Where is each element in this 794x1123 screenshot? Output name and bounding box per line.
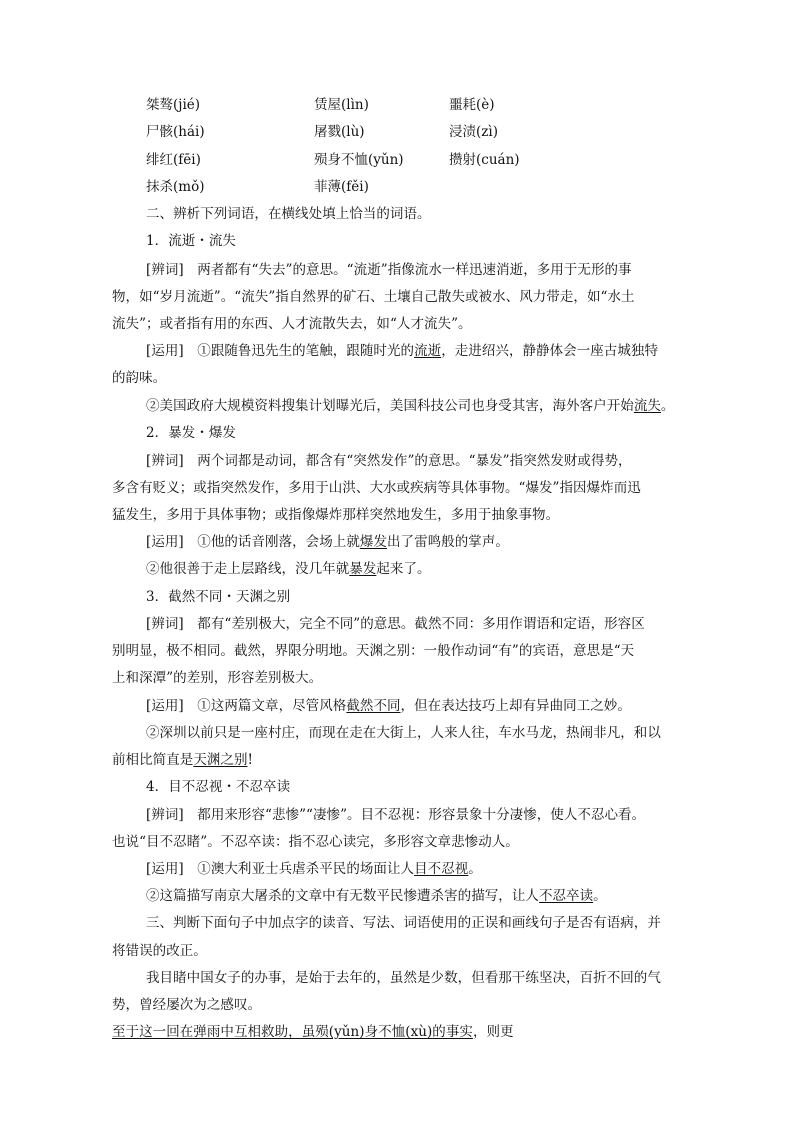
underlined-sentence: 至于这一回在弹雨中互相救助，虽殒(yǔn)身不恤(xù)的事实 [112,1024,473,1040]
passage-text: 势，曾经屡次为之感叹。 [112,997,262,1013]
answer-word: 暴发 [349,561,377,577]
sentence-text: ，但在表达技巧上却有异曲同工之妙。 [400,698,631,714]
section-heading: 三、判断下面句子中加点字的读音、写法、词语使用的正误和画线句子是否有语病，并 [146,915,661,931]
sentence-text: ②美国政府大规模资料搜集计划曝光后，美国科技公司也身受其害，海外客户开始 [146,398,634,414]
sentence-text: ②这篇描写南京大屠杀的文章中有无数平民惨遭杀害的描写，让人 [146,888,539,904]
sentence-text: 。 [468,861,482,877]
sentence-text: 。 [593,888,607,904]
answer-word: 截然不同 [346,698,401,714]
bianci-text: 流失”；或者指有用的东西、人才流散失去，如“人才流失”。 [112,316,472,332]
sentence-text: [运用] ①这两篇文章，尽管风格 [146,698,347,714]
vocab-item: 屠戮(lù) [314,124,365,140]
vocab-item: 尸骸(hái) [146,124,205,140]
answer-word: 不忍卒读 [538,888,594,904]
group-title: 1．流逝・流失 [146,233,236,249]
bianci-text: 也说“目不忍睹”。不忍卒读：指不忍心读完，多形容文章悲惨动人。 [112,834,519,850]
section-heading: 将错误的改正。 [112,943,207,959]
yunyong-sentence [146,859,684,879]
vocab-item: 桀骜(jié) [146,97,201,113]
answer-word: 流逝 [414,343,442,359]
sentence-text: ，走进绍兴，静静体会一座古城独特 [441,343,659,359]
sentence-text: [运用] ①澳大利亚士兵虐杀平民的场面让人 [146,861,415,877]
vocab-item: 噩耗(è) [449,97,495,113]
group-title: 3．截然不同・天渊之别 [146,589,291,605]
sentence-text: [运用] ①跟随鲁迅先生的笔触，跟随时光的 [146,343,415,359]
bianci-text: 猛发生，多用于具体事物；或指像爆炸那样突然地发生，多用于抽象事物。 [112,507,560,523]
answer-word: 天渊之别 [193,752,248,768]
sentence-text: ②深圳以前只是一座村庄，而现在走在大街上，人来人往，车水马龙，热闹非凡，和以 [146,725,661,741]
yunyong-sentence [146,396,684,416]
sentence-text: ! [247,752,253,768]
yunyong-sentence [146,532,684,552]
yunyong-sentence [146,341,684,361]
answer-word: 爆发 [359,534,387,550]
vocab-item: 赁屋(lìn) [314,97,369,113]
passage-text: ，则更 [472,1024,514,1040]
sentence-text: 前相比简直是 [112,752,194,768]
group-title: 4．目不忍视・不忍卒读 [146,779,291,795]
bianci-text: [辨词] 都用来形容“悲惨”“凄惨”。目不忍视：形容景象十分凄惨，使人不忍心看。 [146,807,646,823]
sentence-text: 出了雷鸣般的掌声。 [387,534,509,550]
answer-word: 目不忍视 [414,861,469,877]
yunyong-sentence [146,696,684,716]
sentence-text: [运用] ①他的话音刚落，会场上就 [146,534,360,550]
vocab-item: 绯红(fēi) [146,152,201,168]
bianci-text: 物，如“岁月流逝”。“流失”指自然界的矿石、土壤自己散失或被水、风力带走，如“水土 [112,289,635,305]
bianci-text: [辨词] 都有“差别极大，完全不同”的意思。截然不同：多用作谓语和定语，形容区 [146,616,645,632]
bianci-text: [辨词] 两个词都是动词，都含有“突然发作”的意思。“暴发”指突然发财或得势， [146,453,632,469]
passage-line [112,1022,684,1042]
yunyong-sentence [112,750,684,770]
yunyong-sentence [146,886,684,906]
bianci-text: 多含有贬义；或指突然发作，多用于山洪、大水或疾病等具体事物。“爆发”指因爆炸而迅 [112,480,641,496]
sentence-text: ②他很善于走上层路线，没几年就 [146,561,350,577]
vocab-item: 抹杀(mǒ) [146,179,205,195]
bianci-text: 别明显，极不相同。截然，界限分明地。天渊之别：一般作动词“有”的宾语，意思是“天 [112,643,635,659]
sentence-text: 的韵味。 [112,370,167,386]
sentence-text: 起来了。 [376,561,431,577]
vocab-item: 殒身不恤(yǔn) [314,152,404,168]
group-title: 2．暴发・爆发 [146,425,236,441]
section-heading: 二、辨析下列词语，在横线处填上恰当的词语。 [146,206,431,222]
sentence-text: 。 [660,398,675,414]
bianci-text: 上和深潭”的差别，形容差别极大。 [112,670,323,686]
passage-text: 我目睹中国女子的办事，是始于去年的，虽然是少数，但看那干练坚决，百折不回的气 [146,970,661,986]
vocab-item: 菲薄(fěi) [314,179,369,195]
vocab-item: 浸渍(zì) [449,124,498,140]
vocab-item: 攒射(cuán) [449,152,520,168]
yunyong-sentence [146,559,684,579]
answer-word: 流失 [633,398,661,414]
bianci-text: [辨词] 两者都有“失去”的意思。“流逝”指像流水一样迅速消逝，多用于无形的事 [146,262,632,278]
